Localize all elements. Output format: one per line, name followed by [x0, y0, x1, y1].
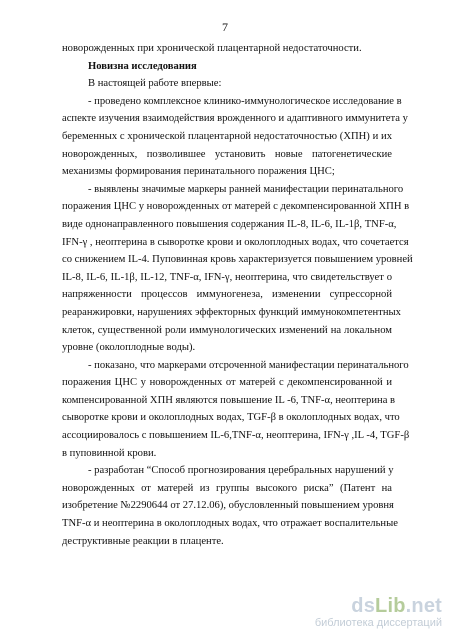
text-line: - разработан “Способ прогнозирования церебральных нарушений у	[88, 465, 394, 477]
text-line: уровне (околоплодные воды).	[62, 342, 196, 354]
document-body	[62, 40, 413, 550]
text-line: поражения ЦНС у новорожденных от матерей с декомпенсированной и	[62, 377, 392, 389]
text-line: В настоящей работе впервые:	[88, 78, 222, 90]
text-line: изобретение №2290644 от 27.12.06), обусловленный повышением уровня	[62, 500, 394, 512]
text-line: аспекте изучения взаимодействия врожденного и адаптивного иммунитета у	[62, 113, 408, 125]
text-line: поражения ЦНС у новорожденных от матерей с декомпенсированной ХПН в	[62, 201, 410, 213]
text-line: механизмы формирования перинатального поражения ЦНС;	[62, 166, 335, 178]
text-line: деструктивные реакции в плаценте.	[62, 535, 224, 547]
text-line: со снижением IL-4. Пуповинная кровь характеризуется повышением уровней	[62, 254, 413, 266]
watermark-logo	[272, 595, 442, 631]
text-line: напряженности процессов иммуногенеза, изменении супрессорной	[62, 289, 392, 301]
text-line: в пуповинной крови.	[62, 447, 157, 459]
text-line: сыворотке крови и околоплодных водах, TGF-β в околоплодных водах, что	[62, 412, 400, 424]
text-line: виде однонаправленного повышения содержания IL-8, IL-6, IL-1β, TNF-α,	[62, 218, 397, 230]
watermark-title	[351, 595, 442, 618]
text-line: - проведено комплексное клинико-иммунологическое исследование в	[88, 95, 402, 107]
watermark-ds: ds	[351, 595, 376, 617]
text-line: TNF-α и неоптерина в околоплодных водах, что отражает воспалительные	[62, 518, 398, 530]
section-heading: Новизна исследования	[88, 60, 197, 72]
text-line: новорожденных от матерей из группы высокого риска” (Патент на	[62, 482, 392, 494]
page-number: 7	[222, 20, 228, 34]
text-line: клеток, существенной роли иммунологических изменений на локальном	[62, 324, 392, 336]
text-line: - показано, что маркерами отсроченной манифестации перинатального	[88, 359, 409, 371]
watermark-lib: Lib	[375, 595, 406, 617]
text-line: IL-8, IL-6, IL-1β, IL-12, TNF-α, IFN-γ, неоптерина, что свидетельствует о	[62, 271, 392, 283]
text-line: реаранжировки, нарушениях эффекторных функций иммунокомпетентных	[62, 306, 401, 318]
text-line: новорожденных при хронической плацентарной недостаточности.	[62, 43, 362, 54]
watermark-net: .net	[405, 595, 442, 617]
text-line: компенсированной ХПН являются повышение IL -6, TNF-α, неоптерина в	[62, 394, 396, 406]
text-line: ассоциировалось с повышением IL-6,TNF-α, неоптерина, IFN-γ ,IL -4, TGF-β	[62, 430, 410, 442]
watermark-subtitle: библиотека диссертаций	[314, 617, 442, 629]
text-line: IFN-γ , неоптерина в сыворотке крови и околоплодных водах, что сочетается	[62, 236, 409, 248]
text-line: беременных с хронической плацентарной недостаточностью (ХПН) и их	[62, 130, 392, 142]
text-line: новорожденных, позволившее установить новые патогенетические	[62, 148, 392, 160]
text-line: - выявлены значимые маркеры ранней манифестации перинатального	[88, 183, 404, 195]
